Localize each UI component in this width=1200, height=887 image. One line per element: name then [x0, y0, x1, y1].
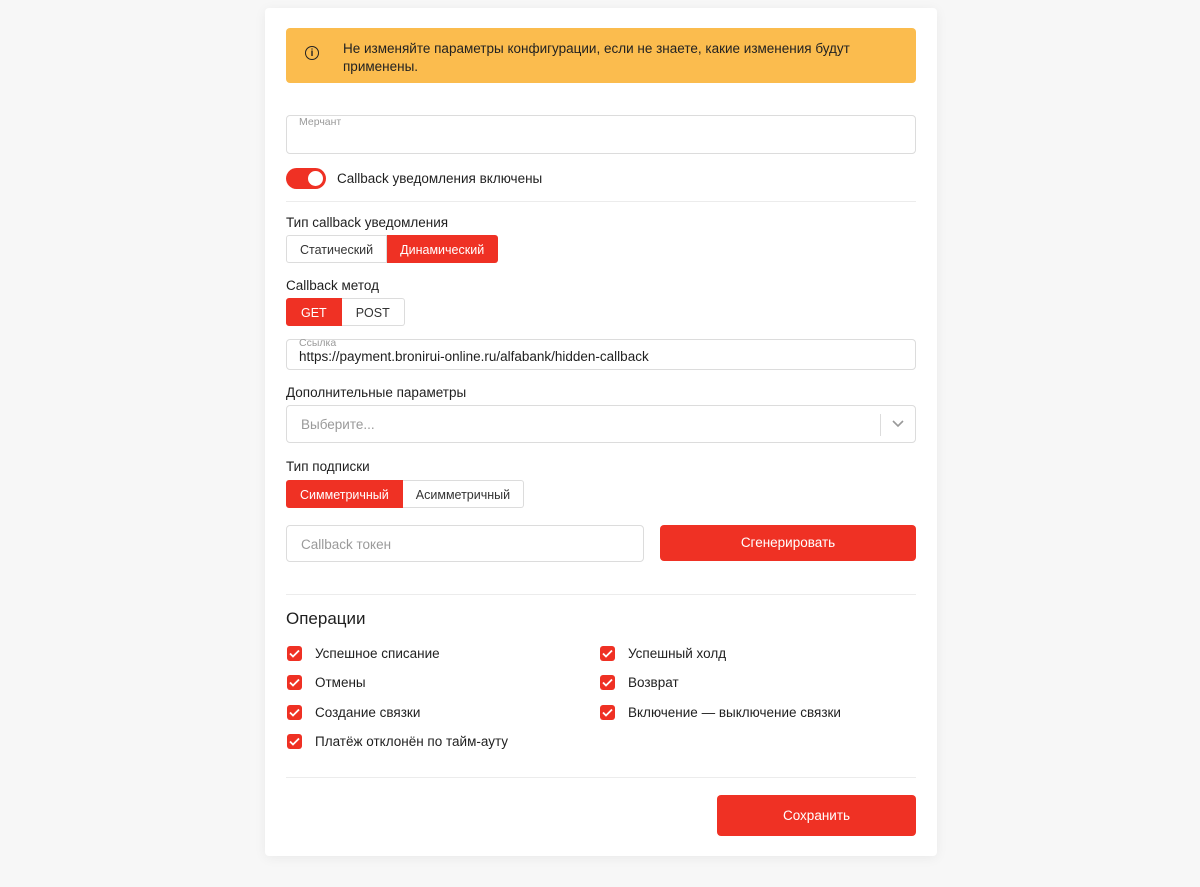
warning-text: Не изменяйте параметры конфигурации, если не знаете, какие изменения будут применены. [343, 41, 850, 74]
toggle-knob [308, 171, 323, 186]
checkbox[interactable] [287, 646, 302, 661]
merchant-field[interactable] [286, 115, 916, 154]
method-get-button[interactable]: GET [286, 298, 342, 326]
callback-type-dynamic-button[interactable]: Динамический [387, 235, 498, 263]
checkbox-label: Платёж отклонён по тайм-ауту [315, 734, 509, 749]
link-field[interactable] [286, 339, 916, 370]
method-post-button[interactable]: POST [342, 298, 405, 326]
checkbox[interactable] [600, 646, 615, 661]
divider [286, 201, 916, 202]
callback-settings-card [265, 8, 937, 856]
callback-token-input[interactable] [286, 525, 644, 562]
checkbox-row[interactable] [287, 675, 366, 690]
callback-type-label: Тип callback уведомления [286, 215, 449, 230]
signature-type-switch [286, 480, 524, 508]
divider [286, 777, 916, 778]
warning-banner [286, 28, 916, 83]
signature-asymmetric-button[interactable]: Асимметричный [403, 480, 524, 508]
callback-toggle[interactable] [286, 168, 326, 189]
checkbox-row[interactable] [600, 675, 679, 690]
checkbox-label: Включение — выключение связки [628, 705, 841, 720]
callback-method-label: Callback метод [286, 278, 379, 293]
extra-params-select[interactable] [286, 405, 916, 443]
checkbox-label: Успешное списание [315, 646, 440, 661]
extra-params-placeholder: Выберите... [301, 417, 375, 432]
divider [286, 594, 916, 595]
checkbox[interactable] [600, 675, 615, 690]
callback-toggle-label: Callback уведомления включены [337, 171, 543, 186]
checkbox[interactable] [287, 734, 302, 749]
checkbox-row[interactable] [600, 646, 726, 661]
extra-params-label: Дополнительные параметры [286, 385, 467, 400]
generate-button[interactable]: Сгенерировать [660, 525, 916, 561]
checkbox-row[interactable] [287, 734, 508, 749]
signature-type-label: Тип подписки [286, 459, 370, 474]
operations-title: Операции [286, 609, 366, 628]
callback-type-switch [286, 235, 498, 263]
checkbox-label: Возврат [628, 675, 679, 690]
checkbox-label: Успешный холд [628, 646, 727, 661]
callback-token-placeholder: Callback токен [301, 537, 392, 552]
checkbox-label: Отмены [315, 675, 366, 690]
save-button[interactable]: Сохранить [717, 795, 916, 836]
info-icon: i [305, 46, 319, 60]
checkbox[interactable] [287, 675, 302, 690]
checkbox-row[interactable] [287, 646, 440, 661]
callback-type-static-button[interactable]: Статический [286, 235, 387, 263]
checkbox[interactable] [600, 705, 615, 720]
link-value: https://payment.bronirui-online.ru/alfabank/hidden-callback [299, 349, 649, 364]
signature-symmetric-button[interactable]: Симметричный [286, 480, 403, 508]
chevron-down-icon[interactable] [880, 414, 915, 436]
checkbox-row[interactable] [287, 705, 420, 720]
callback-method-switch [286, 298, 405, 326]
merchant-label: Мерчант [299, 116, 342, 128]
checkbox-label: Создание связки [315, 705, 421, 720]
link-label: Ссылка [299, 337, 337, 349]
checkbox-row[interactable] [600, 705, 841, 720]
checkbox[interactable] [287, 705, 302, 720]
